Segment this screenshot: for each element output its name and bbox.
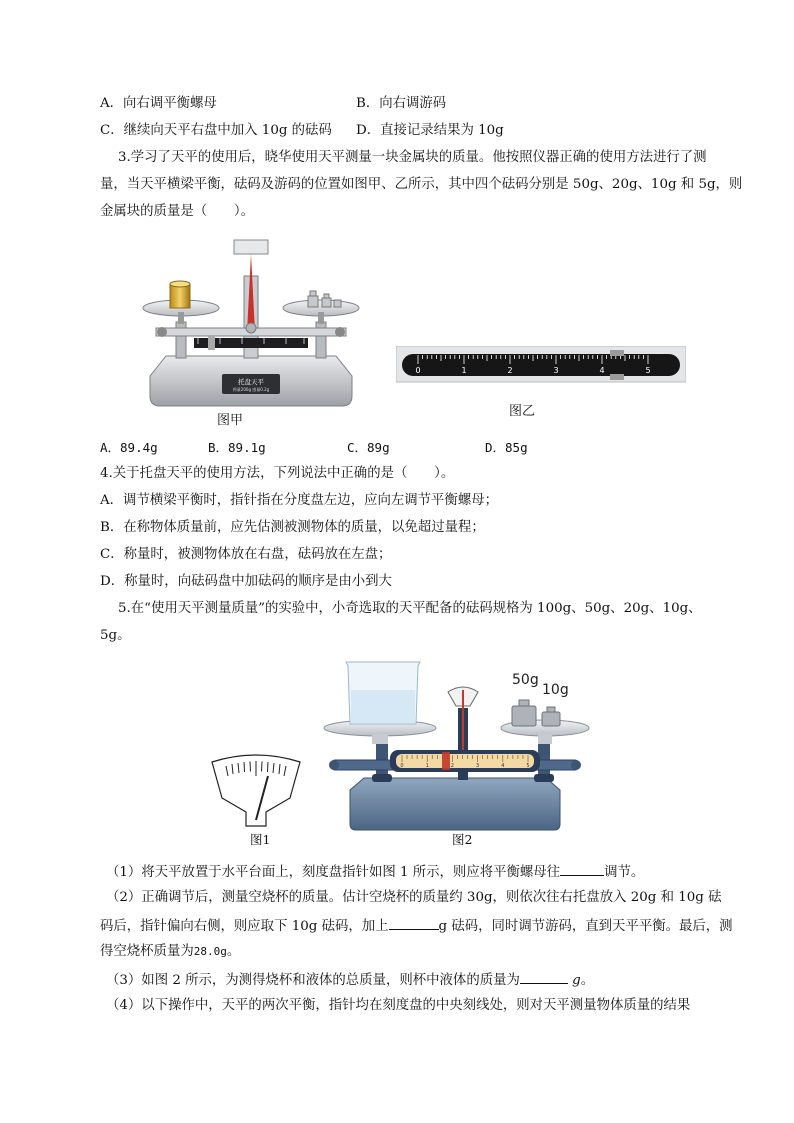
q2-option-d: D．直接记录结果为 10g <box>356 123 504 138</box>
balance-sublabel: 称量200g 感量0.2g <box>232 387 270 392</box>
figure-2-balance <box>320 656 590 832</box>
ruler-label: 1 <box>461 366 467 375</box>
q4-option-a: A．调节横梁平衡时，指针指在分度盘左边，应向左调节平衡螺母； <box>100 493 498 508</box>
q2-option-b: B．向右调游码 <box>356 96 447 111</box>
q5-part2-text-c: 得空烧杯质量为 <box>100 944 194 959</box>
figure-jia-caption: 图甲 <box>217 413 244 428</box>
ruler-label: 3 <box>553 366 559 375</box>
weight-50g-label: 50g <box>512 672 539 688</box>
q3-stem-line3: 金属块的质量是（ ）。 <box>100 204 254 219</box>
balance-label: 托盘天平 <box>238 378 264 386</box>
figure-yi-ruler <box>396 346 686 386</box>
q5-part1-blank[interactable] <box>560 861 604 876</box>
scale-label: 0 <box>400 763 404 769</box>
ruler-label: 4 <box>599 366 605 375</box>
q5-stem-line1: 5.在“使用天平测量质量”的实验中，小奇选取的天平配备的砝码规格为 100g、50g、20g、10g、 <box>118 601 702 616</box>
figure-1-dial <box>206 752 306 828</box>
q3-option-a: A．89.4g <box>100 440 158 455</box>
q5-part4: （4）以下操作中，天平的两次平衡，指针均在刻度盘的中央刻线处，则对天平测量物体质量的结果 <box>106 998 691 1013</box>
q3-option-b: B．89.1g <box>208 440 266 455</box>
q5-part3-blank[interactable] <box>520 969 568 984</box>
q3-stem-line2: 量，当天平横梁平衡，砝码及游码的位置如图甲、乙所示，其中四个砝码分别是 50g、20g、10g 和 5g，则 <box>100 177 743 192</box>
scale-label: 2 <box>450 763 454 769</box>
figure-2-caption: 图2 <box>452 832 473 847</box>
q5-part2-text-b: g 砝码，同时调节游码，直到天平平衡。最后，测 <box>438 919 733 934</box>
q2-option-a: A．向右调平衡螺母 <box>100 96 217 111</box>
q3-option-d: D．85g <box>485 440 528 455</box>
q5-part1-text-b: 调节。 <box>604 865 645 880</box>
scale-label: 4 <box>501 763 505 769</box>
figure-jia-balance <box>136 236 366 414</box>
q5-part2-line1: （2）正确调节后，测量空烧杯的质量。估计空烧杯的质量约 30g，则依次往右托盘放入 20g 和 10g 砝 <box>106 890 722 905</box>
q5-part3-unit: g <box>572 973 581 988</box>
q5-part1-text-a: （1）将天平放置于水平台面上，刻度盘指针如图 1 所示，则应将平衡螺母往 <box>106 865 561 880</box>
q4-option-b: B．在称物体质量前，应先估测被测物体的质量，以免超过量程； <box>100 520 485 535</box>
q5-part2-text-d: 。 <box>226 944 241 959</box>
q5-stem-line2: 5g。 <box>100 628 131 643</box>
q4-option-c: C．称量时，被测物体放在右盘，砝码放在左盘； <box>100 547 392 562</box>
q5-part2-line3 <box>100 942 240 962</box>
q5-part2-text-a: 码后，指针偏向右侧，则应取下 10g 砝码，加上 <box>100 919 389 934</box>
figure-yi-caption: 图乙 <box>509 404 536 419</box>
q5-part2-line2 <box>100 915 733 937</box>
q5-part3-text-a: （3）如图 2 所示，为测得烧杯和液体的总质量，则杯中液体的质量为 <box>106 973 520 988</box>
ruler-label: 2 <box>507 366 513 375</box>
ruler-label: 0 <box>415 366 421 375</box>
q4-option-d: D．称量时，向砝码盘中加砝码的顺序是由小到大 <box>100 574 392 589</box>
weight-10g-label: 10g <box>542 682 569 698</box>
q5-part2-blank[interactable] <box>389 915 439 930</box>
scale-label: 1 <box>425 763 429 769</box>
q5-part2-value: 28.0g <box>193 945 227 958</box>
figure-1-caption: 图1 <box>250 832 271 847</box>
q5-part3-text-b: 。 <box>580 973 595 988</box>
q5-part1 <box>106 861 644 883</box>
q2-option-c: C．继续向天平右盘中加入 10g 的砝码 <box>100 123 332 138</box>
scale-label: 3 <box>476 763 480 769</box>
ruler-label: 5 <box>645 366 651 375</box>
scale-label: 5 <box>526 763 530 769</box>
q4-stem: 4.关于托盘天平的使用方法，下列说法中正确的是（ ）。 <box>100 466 455 481</box>
q5-part3 <box>106 969 594 991</box>
q3-option-c: C．89g <box>347 440 390 455</box>
q3-stem-line1: 3.学习了天平的使用后，晓华使用天平测量一块金属块的质量。他按照仪器正确的使用方法进行了测 <box>118 150 707 165</box>
